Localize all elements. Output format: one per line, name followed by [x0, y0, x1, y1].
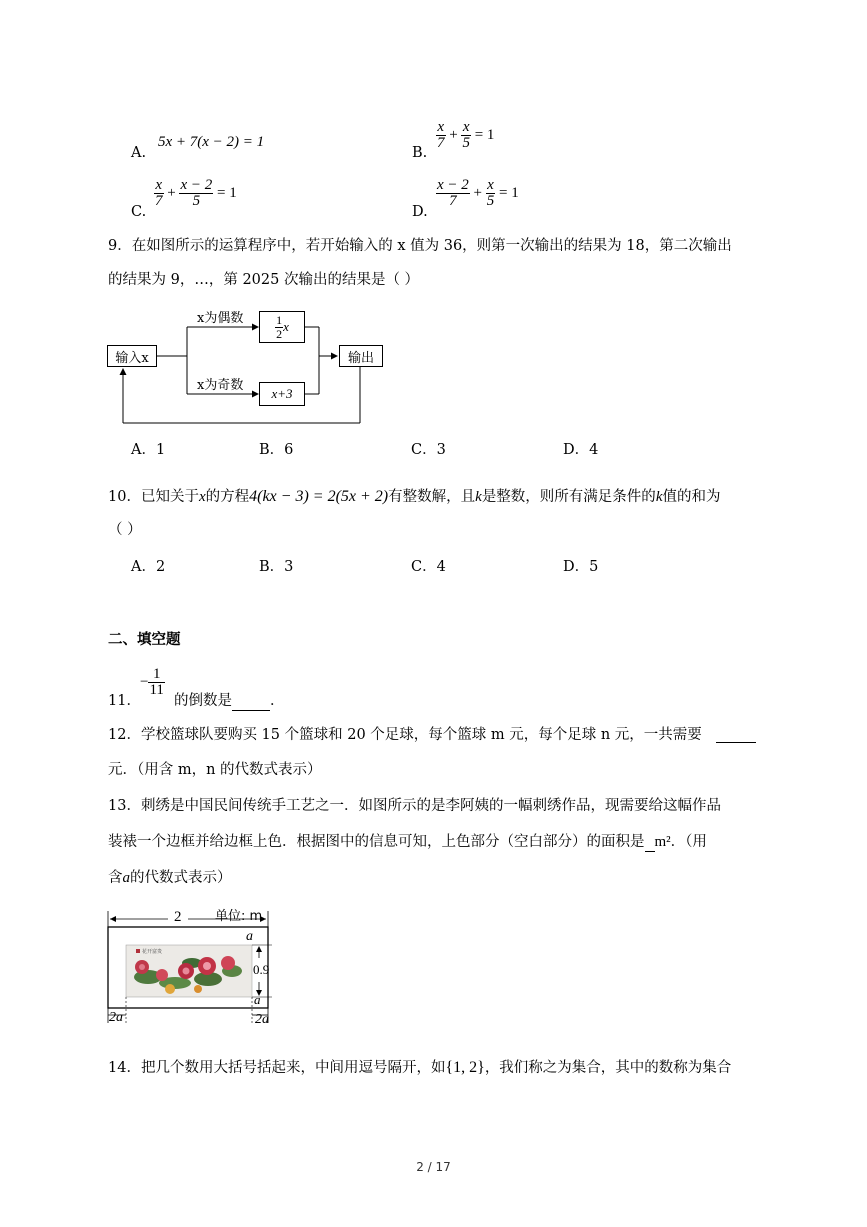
q9-option-d: D．4 — [563, 442, 599, 458]
q8-option-a-equation: 5x + 7(x − 2) = 1 — [158, 134, 265, 150]
page-number: 2 / 17 — [416, 1160, 451, 1174]
flow-output-box: 输出 — [339, 345, 383, 367]
q10-option-d: D．5 — [563, 559, 599, 575]
q13-answer-blank[interactable] — [645, 835, 655, 852]
q8-option-d-equation: $\frac{x - 2}{7}$ + $\frac{x}{5}$ = 1 — [437, 177, 519, 209]
q8-option-c-equation: $\frac{x}{7}$ + $\frac{x - 2}{5}$ = 1 — [155, 177, 237, 209]
q13-figure — [100, 905, 280, 1030]
flow-input-box: 输入x — [107, 345, 157, 367]
embroidery-seal-text: 花开富贵 — [142, 950, 163, 955]
q9-flowchart — [105, 302, 390, 426]
q10-paren: （ ） — [108, 522, 142, 538]
q13-text-line2: 装裱一个边框并给边框上色．根据图中的信息可知，上色部分（空白部分）的面积是 m²．（用 — [108, 834, 707, 850]
flow-even-label: x为偶数 — [197, 311, 244, 326]
q9-option-a: A．1 — [131, 442, 166, 458]
flow-half-box: $\frac{1}{2}$ x — [259, 311, 305, 343]
q10-equation: 4(kx − 3) = 2(5x + 2) — [249, 488, 389, 505]
q13-height-label: 0.9 — [253, 962, 270, 977]
q13-a-bottom-label: a — [254, 992, 261, 1007]
q12-answer-blank[interactable] — [716, 725, 756, 743]
q10-option-c: C．4 — [411, 559, 446, 575]
section-title-fill-blank: 二、填空题 — [108, 631, 181, 648]
q13-width-label: 2 — [174, 909, 182, 925]
q8-option-b-equation: $\frac{x}{7}$ + $\frac{x}{5}$ = 1 — [437, 119, 495, 151]
q12-text-line2: 元．（用含 m，n 的代数式表示） — [108, 762, 322, 778]
q8-option-b-label: B. — [412, 145, 428, 161]
q12-text-line1: 12．学校篮球队要购买 15 个篮球和 20 个足球，每个篮球 m 元，每个足球 n 元，一共需要 — [108, 727, 702, 743]
q11-fraction: − $\frac{1}{11}$ — [140, 666, 164, 698]
q13-right-2a-label: 2a — [255, 1012, 269, 1027]
q14-text-line1: 14．把几个数用大括号括起来，中间用逗号隔开，如{1, 2}，我们称之为集合，其中的数称为集合 — [108, 1059, 732, 1076]
q9-text-line2: 的结果为 9，…，第 2025 次输出的结果是（ ） — [108, 272, 420, 288]
q8-option-c-label: C. — [131, 204, 147, 220]
q11-text: 的倒数是 ． — [174, 693, 285, 709]
q13-text-line3: 含a的代数式表示） — [108, 870, 232, 886]
q13-text-line1: 13．刺绣是中国民间传统手工艺之一．如图所示的是李阿姨的一幅刺绣作品，现需要给这幅作品 — [108, 798, 721, 814]
q13-a-top-label: a — [246, 929, 253, 944]
q10-option-a: A．2 — [131, 559, 166, 575]
q11-label: 11． — [108, 693, 141, 709]
q11-answer-blank[interactable] — [232, 694, 270, 711]
q13-left-2a-label: 2a — [109, 1010, 123, 1025]
flow-odd-label: x为奇数 — [197, 378, 244, 393]
q8-option-d-label: D. — [412, 204, 428, 220]
flow-plus3-box: x+3 — [259, 382, 305, 406]
q9-option-c: C．3 — [411, 442, 446, 458]
q13-unit-label: 单位: m — [215, 909, 263, 924]
q8-option-a-label: A. — [131, 145, 147, 161]
q10-text-line1: 10．已知关于x的方程4(kx − 3) = 2(5x + 2)有整数解，且k是整数，则所有满足条件的k值的和为 — [108, 488, 721, 505]
q9-option-b: B．6 — [259, 442, 294, 458]
q10-option-b: B．3 — [259, 559, 294, 575]
q9-text-line1: 9．在如图所示的运算程序中，若开始输入的 x 值为 36，则第一次输出的结果为 18，第二次输出 — [108, 238, 732, 254]
